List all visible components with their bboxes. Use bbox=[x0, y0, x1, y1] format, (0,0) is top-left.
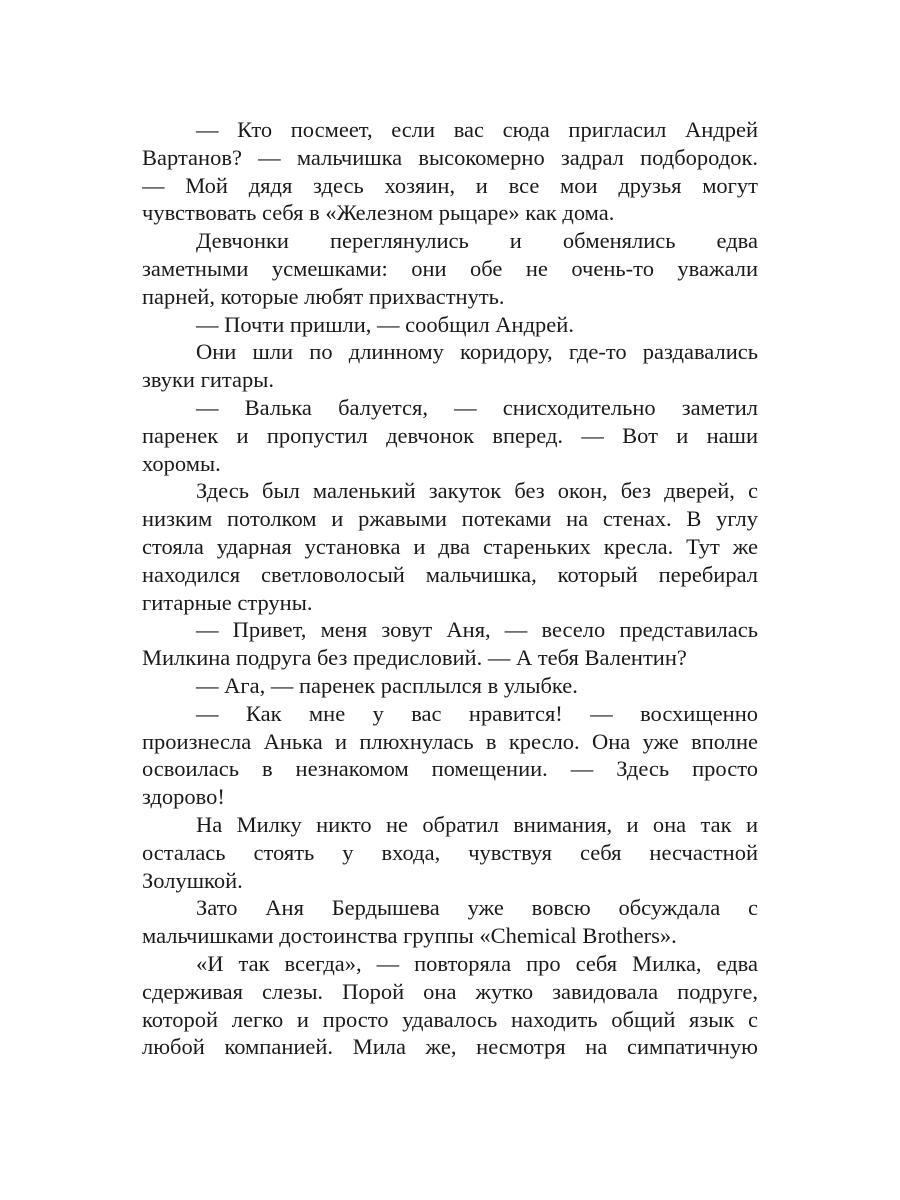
text-line: гитарные струны. bbox=[142, 589, 313, 615]
text-line: Девчонки переглянулись и обменялись едва bbox=[196, 228, 758, 254]
paragraph bbox=[142, 394, 758, 477]
text-line: любой компанией. Мила же, несмотря на симпатичную bbox=[142, 1034, 758, 1060]
text-line: — Привет, меня зовут Аня, — весело представилась bbox=[196, 617, 758, 643]
text-line: находился светловолосый мальчишка, который перебирал bbox=[142, 561, 758, 587]
paragraph bbox=[142, 227, 758, 310]
text-line: — Почти пришли, — сообщил Андрей. bbox=[196, 311, 574, 337]
text-line: стояла ударная установка и два стареньких кресла. Тут же bbox=[142, 533, 758, 559]
paragraph bbox=[142, 477, 758, 616]
paragraph bbox=[142, 811, 758, 894]
text-line: «И так всегда», — повторяла про себя Милка, едва bbox=[196, 950, 758, 976]
text-line: — Валька балуется, — снисходительно заметил bbox=[196, 394, 758, 420]
text-line: парней, которые любят прихвастнуть. bbox=[142, 283, 505, 309]
text-line: паренек и пропустил девчонок вперед. — Вот и наши bbox=[142, 422, 758, 448]
text-line: мальчишками достоинства группы «Chemical Brothers». bbox=[142, 923, 677, 949]
text-line: Зато Аня Бердышева уже вовсю обсуждала с bbox=[196, 895, 758, 921]
paragraph bbox=[142, 616, 758, 672]
text-line: произнесла Анька и плюхнулась в кресло. Она уже вполне bbox=[142, 728, 758, 754]
paragraph bbox=[142, 338, 758, 394]
text-line: Милкина подруга без предисловий. — А тебя Валентин? bbox=[142, 645, 687, 671]
text-line: Здесь был маленький закуток без окон, без дверей, с bbox=[196, 478, 758, 504]
paragraph bbox=[142, 950, 758, 1061]
text-line: хоромы. bbox=[142, 450, 221, 476]
body-text bbox=[142, 116, 758, 1061]
text-line: На Милку никто не обратил внимания, и она так и bbox=[196, 811, 758, 837]
text-line: звуки гитары. bbox=[142, 367, 274, 393]
paragraph bbox=[142, 700, 758, 811]
text-line: — Ага, — паренек расплылся в улыбке. bbox=[196, 672, 578, 698]
text-line: — Как мне у вас нравится! — восхищенно bbox=[196, 700, 758, 726]
text-line: чувствовать себя в «Железном рыцаре» как дома. bbox=[142, 200, 615, 226]
text-line: здорово! bbox=[142, 784, 225, 810]
text-line: осталась стоять у входа, чувствуя себя несчастной bbox=[142, 839, 758, 865]
text-line: Золушкой. bbox=[142, 867, 243, 893]
paragraph bbox=[142, 672, 758, 700]
paragraph bbox=[142, 116, 758, 227]
text-line: Вартанов? — мальчишка высокомерно задрал подбородок. bbox=[142, 144, 758, 170]
text-line: которой легко и просто удавалось находить общий язык с bbox=[142, 1006, 758, 1032]
text-line: — Мой дядя здесь хозяин, и все мои друзья могут bbox=[142, 172, 758, 198]
paragraph bbox=[142, 894, 758, 950]
paragraph bbox=[142, 311, 758, 339]
text-line: освоилась в незнакомом помещении. — Здесь просто bbox=[142, 756, 758, 782]
text-line: заметными усмешками: они обе не очень-то уважали bbox=[142, 255, 758, 281]
text-line: Они шли по длинному коридору, где-то раздавались bbox=[196, 339, 758, 365]
text-line: — Кто посмеет, если вас сюда пригласил Андрей bbox=[196, 117, 758, 142]
text-line: сдерживая слезы. Порой она жутко завидовала подруге, bbox=[142, 978, 758, 1004]
text-line: низким потолком и ржавыми потеками на стенах. В углу bbox=[142, 506, 758, 532]
